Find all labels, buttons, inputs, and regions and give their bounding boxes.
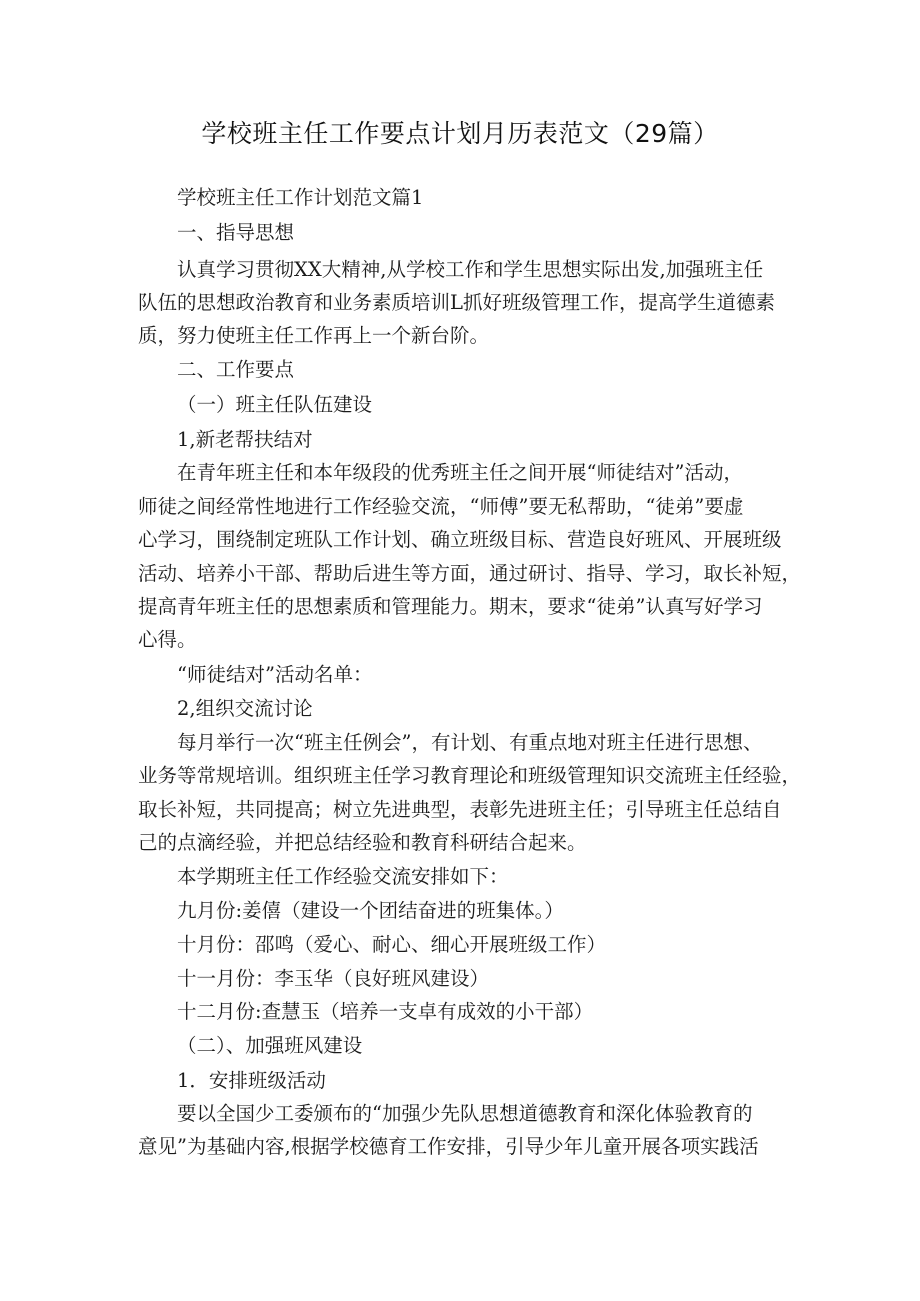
schedule-item: 十二月份:查慧玉（培养一支卓有成效的小干部）	[177, 1000, 594, 1023]
paragraph-line: 提高青年班主任的思想素质和管理能力。期末，要求“徒弟”认真写好学习	[138, 595, 763, 618]
paragraph-line: 己的点滴经验，并把总结经验和教育科研结合起来。	[138, 831, 587, 854]
paragraph-line: 意见”为基础内容,根据学校德育工作安排，引导少年儿童开展各项实践活	[138, 1135, 759, 1158]
paragraph-line: 每月举行一次“班主任例会”，有计划、有重点地对班主任进行思想、	[177, 731, 763, 754]
schedule-item: 九月份:姜僖（建设一个团结奋进的班集体。）	[177, 899, 564, 922]
paragraph-line: 认真学习贯彻XX大精神,从学校工作和学生思想实际出发,加强班主任	[177, 258, 764, 281]
schedule-item: 十一月份：李玉华（良好班风建设）	[177, 967, 490, 990]
paragraph-line: 要以全国少工委颁布的“加强少先队思想道德教育和深化体验教育的	[177, 1102, 753, 1125]
schedule-item: 十月份：邵鸣（爱心、耐心、细心开展班级工作）	[177, 933, 607, 956]
subsection-heading: （一）班主任队伍建设	[177, 393, 373, 416]
paragraph-line: 本学期班主任工作经验交流安排如下：	[177, 865, 509, 888]
subsection-heading: （二）、加强班风建设	[177, 1034, 363, 1057]
paragraph-line: 师徒之间经常性地进行工作经验交流，“师傅”要无私帮助，“徒弟”要虚	[138, 495, 744, 518]
paragraph-line: 取长补短，共同提高；树立先进典型，表彰先进班主任；引导班主任总结自	[138, 798, 782, 821]
paragraph-line: 在青年班主任和本年级段的优秀班主任之间开展“师徒结对”活动，	[177, 461, 743, 484]
item-heading: 1,新老帮扶结对	[177, 428, 313, 451]
section-heading: 二、工作要点	[177, 358, 295, 381]
paragraph-line: 心学习，围绕制定班队工作计划、确立班级目标、营造良好班风、开展班级	[138, 528, 782, 551]
article-heading: 学校班主任工作计划范文篇1	[177, 186, 424, 209]
paragraph-line: 质，努力使班主任工作再上一个新台阶。	[138, 324, 490, 347]
paragraph-line: 业务等常规培训。组织班主任学习教育理论和班级管理知识交流班主任经验，	[138, 764, 802, 787]
paragraph-line: 心得。	[138, 628, 197, 651]
section-heading: 一、指导思想	[177, 221, 295, 244]
list-caption: “师徒结对”活动名单：	[177, 663, 373, 686]
item-heading: 2,组织交流讨论	[177, 697, 313, 720]
item-heading: 1．安排班级活动	[177, 1069, 326, 1092]
paragraph-line: 活动、培养小干部、帮助后进生等方面，通过研讨、指导、学习，取长补短，	[138, 562, 802, 585]
paragraph-line: 队伍的思想政治教育和业务素质培训L抓好班级管理工作，提高学生道德素	[138, 291, 775, 314]
page-title: 学校班主任工作要点计划月历表范文（29篇）	[201, 119, 719, 148]
